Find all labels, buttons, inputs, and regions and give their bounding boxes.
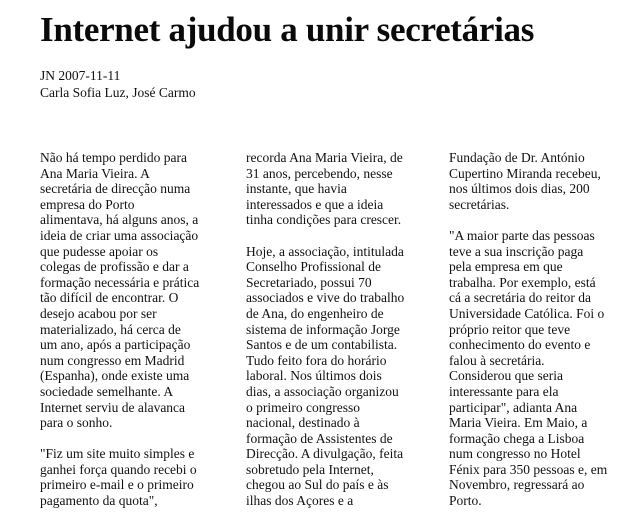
article-headline: Internet ajudou a unir secretárias: [40, 10, 535, 49]
paragraph: [449, 150, 607, 212]
text-line: pagamento da quota",: [40, 493, 158, 509]
text-line: tão difícil de encontrar. O: [40, 290, 179, 306]
text-line: trabalha. Por exemplo, está: [449, 274, 596, 290]
text-line: cá a secretária do reitor da: [449, 290, 592, 306]
paragraph: [40, 446, 199, 508]
text-line: Considerou que seria: [449, 368, 563, 384]
text-line: Maria Vieira. Em Maio, a: [449, 415, 588, 431]
text-line: Universidade Católica. Foi o: [449, 305, 605, 321]
text-line: recorda Ana Maria Vieira, de: [246, 150, 403, 165]
paragraph-gap: [40, 431, 199, 447]
text-line: teve a sua inscrição paga: [449, 243, 584, 259]
text-line: num congresso em Madrid: [40, 352, 185, 368]
text-line: formação chega a Lisboa: [449, 430, 585, 446]
text-line: pela empresa em que: [449, 259, 563, 275]
text-line: nacional, destinado à: [246, 415, 360, 431]
text-line: "Fiz um site muito simples e: [40, 446, 195, 462]
text-line: Novembro, regressará ao: [449, 477, 585, 493]
text-line: (Espanha), onde existe uma: [40, 368, 190, 384]
article-column-3: [449, 150, 607, 509]
text-line: alimentava, há alguns anos, a: [40, 212, 199, 228]
paragraph-gap: [449, 212, 607, 228]
authors: Carla Sofia Luz, José Carmo: [40, 85, 196, 100]
text-line: que pudesse apoiar os: [40, 243, 159, 259]
text-line: laboral. Nos últimos dois: [246, 368, 382, 384]
text-line: Não há tempo perdido para: [40, 150, 187, 165]
text-line: "A maior parte das pessoas: [449, 227, 595, 243]
text-line: conhecimento do evento e: [449, 337, 591, 353]
text-line: tinha condições para crescer.: [246, 212, 402, 228]
text-line: Conselho Profissional de: [246, 259, 381, 275]
text-line: o primeiro congresso: [246, 399, 360, 415]
text-line: secretárias.: [449, 196, 510, 212]
article-column-1: [40, 150, 199, 509]
text-line: empresa do Porto: [40, 196, 135, 212]
text-line: dias, a associação organizou: [246, 383, 399, 399]
text-line: Internet serviu de alavanca: [40, 399, 186, 415]
text-line: ganhei força quando recebi o: [40, 461, 197, 477]
paragraph: [40, 150, 199, 431]
article-byline: [40, 67, 196, 101]
text-line: formação de Assistentes de: [246, 430, 393, 446]
text-line: Santos e de um contabilista.: [246, 337, 398, 353]
text-line: Cupertino Miranda recebeu,: [449, 165, 601, 181]
paragraph: [449, 228, 607, 509]
text-line: próprio reitor que teve: [449, 321, 571, 337]
text-line: 31 anos, percebendo, nesse: [246, 165, 393, 181]
text-line: ideia de criar uma associação: [40, 227, 199, 243]
text-line: participar", adianta Ana: [449, 399, 578, 415]
text-line: associados e vive do trabalho: [246, 290, 405, 306]
paragraph: [246, 150, 404, 228]
text-line: um ano, após a participação: [40, 337, 191, 353]
text-line: ilhas dos Açores e a: [246, 493, 354, 509]
text-line: interessante para ela: [449, 383, 559, 399]
text-line: Fundação de Dr. António: [449, 150, 585, 165]
paragraph: [246, 244, 404, 509]
text-line: sociedade semelhante. A: [40, 383, 174, 399]
text-line: formação necessária e prática: [40, 274, 200, 290]
text-line: Direcção. A divulgação, feita: [246, 446, 404, 462]
text-line: para o sonho.: [40, 415, 113, 431]
text-line: falou à secretária.: [449, 352, 545, 368]
text-line: Tudo feito fora do horário: [246, 352, 387, 368]
text-line: primeiro e-mail e o primeiro: [40, 477, 194, 493]
text-line: de Ana, do engenheiro de: [246, 305, 384, 321]
text-line: interessados e que a ideia: [246, 196, 384, 212]
text-line: Porto.: [449, 493, 482, 509]
text-line: num congresso no Hotel: [449, 446, 581, 462]
text-line: desejo acabou por ser: [40, 305, 157, 321]
source-date: JN 2007-11-11: [40, 68, 121, 83]
text-line: sistema de informação Jorge: [246, 321, 400, 337]
text-line: Secretariado, possui 70: [246, 274, 372, 290]
text-line: colegas de profissão e dar a: [40, 259, 189, 275]
text-line: chegou ao Sul do país e às: [246, 477, 389, 493]
text-line: secretária de direcção numa: [40, 181, 191, 197]
article-column-2: [246, 150, 404, 509]
text-line: nos últimos dois dias, 200: [449, 181, 590, 197]
text-line: instante, que havia: [246, 181, 347, 197]
text-line: Fénix para 350 pessoas e, em: [449, 461, 608, 477]
text-line: materializado, há cerca de: [40, 321, 181, 337]
text-line: Hoje, a associação, intitulada: [246, 243, 404, 259]
text-line: sobretudo pela Internet,: [246, 461, 374, 477]
text-line: Ana Maria Vieira. A: [40, 165, 150, 181]
paragraph-gap: [246, 228, 404, 244]
